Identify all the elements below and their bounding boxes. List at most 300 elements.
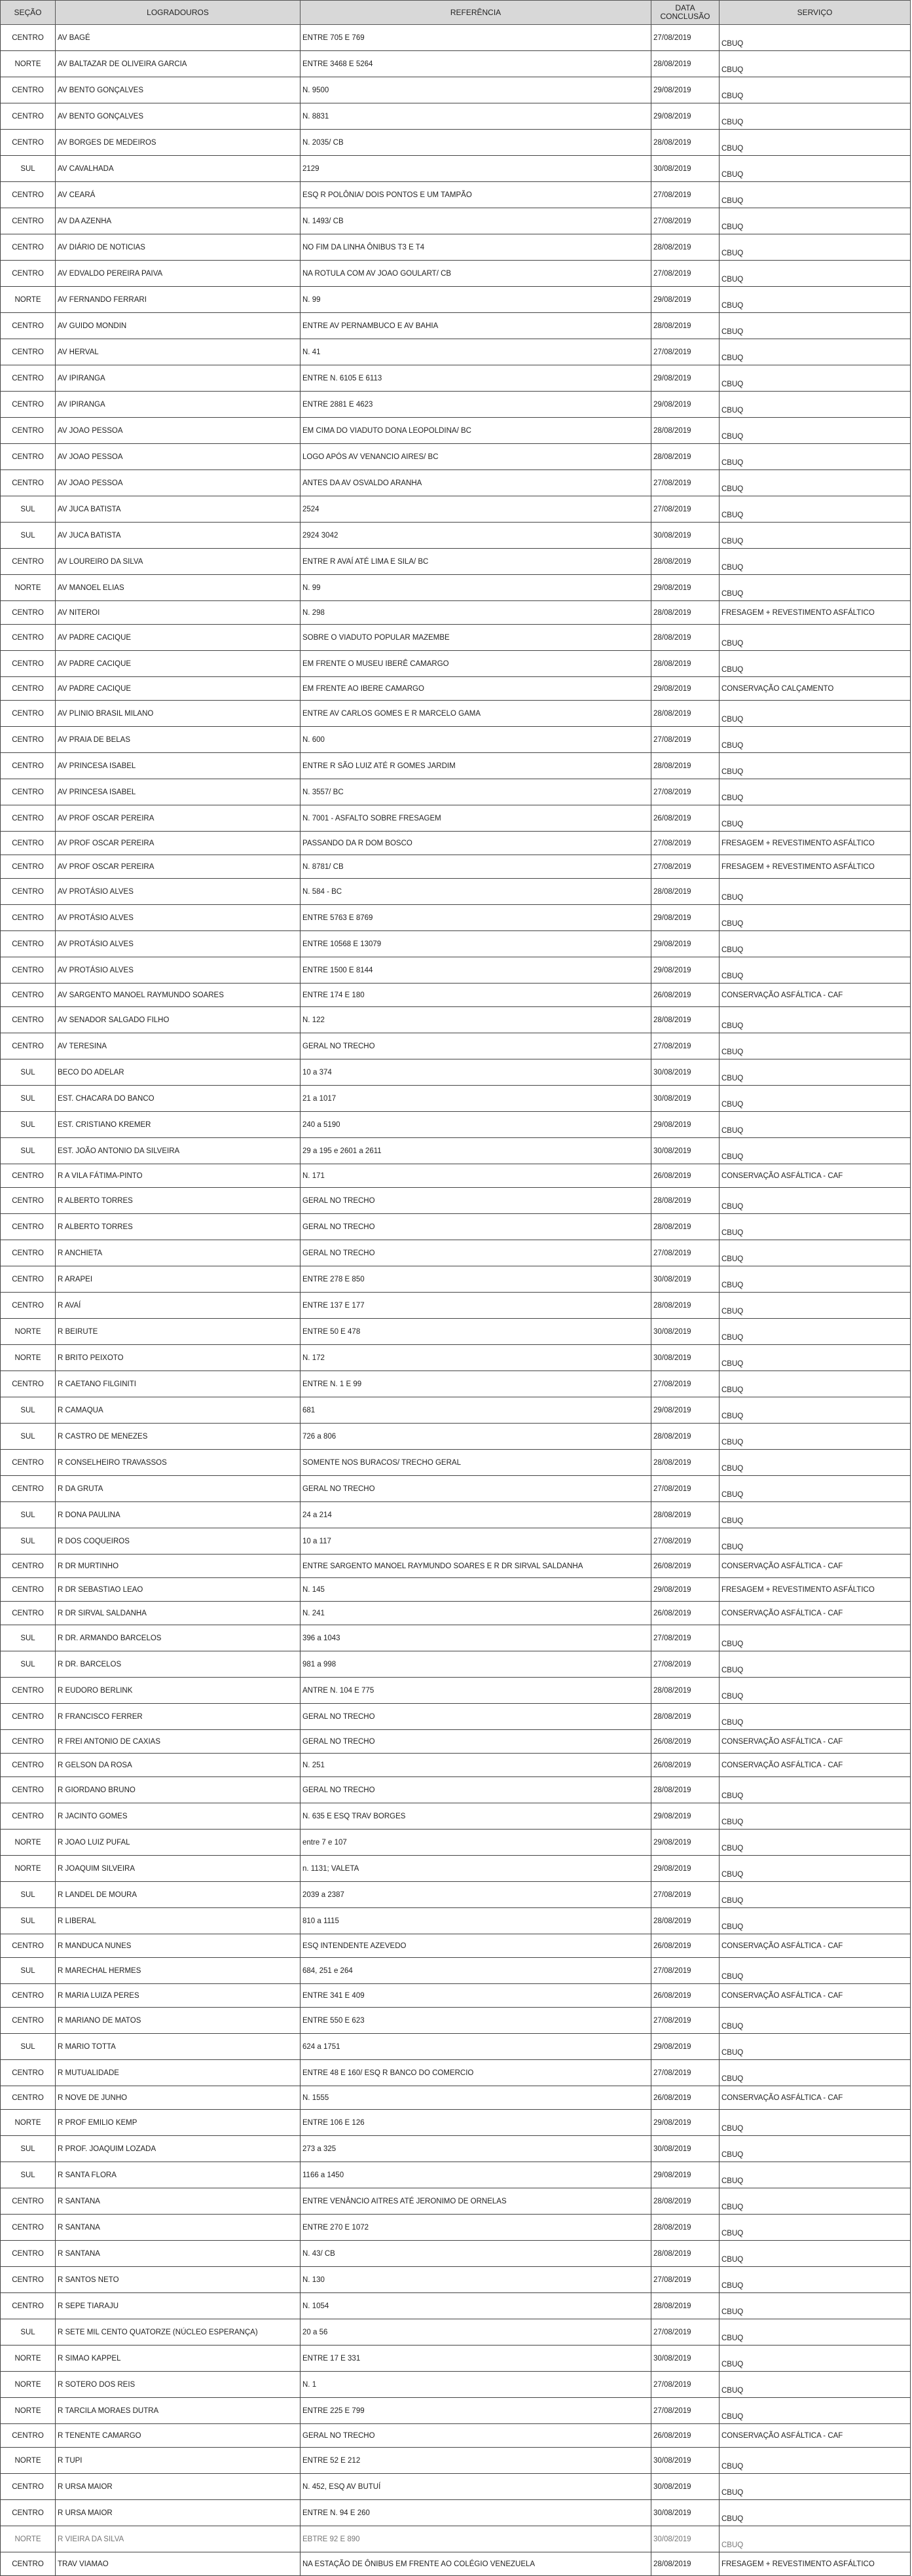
- cell-secao: CENTRO: [1, 182, 56, 208]
- cell-data-conclusao: 26/08/2019: [651, 1602, 720, 1625]
- cell-secao: CENTRO: [1, 1730, 56, 1754]
- cell-referencia: GERAL NO TRECHO: [301, 1777, 651, 1803]
- cell-secao: NORTE: [1, 575, 56, 601]
- table-row: [1, 392, 911, 418]
- cell-servico: CBUQ: [720, 1476, 911, 1502]
- cell-data-conclusao: 28/08/2019: [651, 130, 720, 156]
- cell-data-conclusao: 27/08/2019: [651, 779, 720, 805]
- cell-servico: FRESAGEM + REVESTIMENTO ASFÁLTICO: [720, 832, 911, 855]
- cell-data-conclusao: 27/08/2019: [651, 2398, 720, 2424]
- cell-servico: CBUQ: [720, 2448, 911, 2474]
- cell-data-conclusao: 29/08/2019: [651, 77, 720, 103]
- cell-data-conclusao: 28/08/2019: [651, 2552, 720, 2576]
- cell-referencia: GERAL NO TRECHO: [301, 1033, 651, 1059]
- cell-referencia: 396 a 1043: [301, 1625, 651, 1651]
- cell-data-conclusao: 28/08/2019: [651, 2241, 720, 2267]
- table-row: [1, 2526, 911, 2552]
- cell-secao: CENTRO: [1, 25, 56, 51]
- cell-logradouro: R ALBERTO TORRES: [56, 1214, 301, 1240]
- table-row: [1, 1450, 911, 1476]
- cell-data-conclusao: 30/08/2019: [651, 1266, 720, 1293]
- cell-servico: CBUQ: [720, 1625, 911, 1651]
- cell-data-conclusao: 30/08/2019: [651, 2474, 720, 2500]
- cell-secao: CENTRO: [1, 1240, 56, 1266]
- cell-secao: NORTE: [1, 2398, 56, 2424]
- cell-servico: CBUQ: [720, 575, 911, 601]
- table-row: [1, 601, 911, 625]
- cell-servico: CBUQ: [720, 103, 911, 130]
- cell-logradouro: R DR SEBASTIAO LEAO: [56, 1578, 301, 1602]
- cell-secao: CENTRO: [1, 2241, 56, 2267]
- cell-servico: CONSERVAÇÃO CALÇAMENTO: [720, 677, 911, 701]
- cell-data-conclusao: 27/08/2019: [651, 2060, 720, 2086]
- table-row: [1, 855, 911, 879]
- cell-referencia: N. 43/ CB: [301, 2241, 651, 2267]
- cell-servico: CBUQ: [720, 957, 911, 984]
- cell-referencia: 726 a 806: [301, 1424, 651, 1450]
- cell-referencia: ENTRE 50 E 478: [301, 1319, 651, 1345]
- cell-servico: CONSERVAÇÃO ASFÁLTICA - CAF: [720, 1754, 911, 1777]
- cell-referencia: ESQ R POLÔNIA/ DOIS PONTOS E UM TAMPÃO: [301, 182, 651, 208]
- cell-referencia: 10 a 374: [301, 1059, 651, 1086]
- cell-logradouro: AV PADRE CACIQUE: [56, 651, 301, 677]
- cell-servico: FRESAGEM + REVESTIMENTO ASFÁLTICO: [720, 1578, 911, 1602]
- cell-servico: CBUQ: [720, 2162, 911, 2188]
- cell-servico: CBUQ: [720, 2136, 911, 2162]
- table-row: [1, 1984, 911, 2008]
- cell-referencia: 24 a 214: [301, 1502, 651, 1528]
- cell-secao: CENTRO: [1, 1476, 56, 1502]
- cell-referencia: ANTES DA AV OSVALDO ARANHA: [301, 470, 651, 496]
- cell-data-conclusao: 27/08/2019: [651, 1651, 720, 1678]
- cell-secao: NORTE: [1, 51, 56, 77]
- cell-data-conclusao: 30/08/2019: [651, 2346, 720, 2372]
- table-row: [1, 1007, 911, 1033]
- table-row: [1, 1476, 911, 1502]
- cell-secao: CENTRO: [1, 727, 56, 753]
- cell-referencia: N. 241: [301, 1602, 651, 1625]
- cell-servico: CBUQ: [720, 2034, 911, 2060]
- cell-referencia: N. 1555: [301, 2086, 651, 2110]
- cell-servico: CBUQ: [720, 1059, 911, 1086]
- cell-secao: CENTRO: [1, 1678, 56, 1704]
- cell-logradouro: R MANDUCA NUNES: [56, 1934, 301, 1958]
- cell-referencia: 20 a 56: [301, 2319, 651, 2346]
- cell-secao: CENTRO: [1, 77, 56, 103]
- cell-referencia: ENTRE 17 E 331: [301, 2346, 651, 2372]
- cell-secao: SUL: [1, 1138, 56, 1164]
- table-row: [1, 805, 911, 832]
- cell-logradouro: AV CAVALHADA: [56, 156, 301, 182]
- cell-servico: CBUQ: [720, 779, 911, 805]
- cell-logradouro: R DOS COQUEIROS: [56, 1528, 301, 1555]
- cell-secao: CENTRO: [1, 1450, 56, 1476]
- cell-servico: CBUQ: [720, 2319, 911, 2346]
- cell-secao: CENTRO: [1, 957, 56, 984]
- cell-data-conclusao: 30/08/2019: [651, 1345, 720, 1371]
- cell-referencia: EM FRENTE AO IBERE CAMARGO: [301, 677, 651, 701]
- cell-secao: CENTRO: [1, 444, 56, 470]
- cell-referencia: ENTRE 174 E 180: [301, 984, 651, 1007]
- cell-data-conclusao: 28/08/2019: [651, 2215, 720, 2241]
- cell-referencia: N. 3557/ BC: [301, 779, 651, 805]
- cell-data-conclusao: 28/08/2019: [651, 1908, 720, 1934]
- cell-data-conclusao: 28/08/2019: [651, 1450, 720, 1476]
- cell-logradouro: R ALBERTO TORRES: [56, 1188, 301, 1214]
- cell-data-conclusao: 27/08/2019: [651, 470, 720, 496]
- cell-secao: NORTE: [1, 2448, 56, 2474]
- table-row: [1, 1958, 911, 1984]
- cell-referencia: 240 a 5190: [301, 1112, 651, 1138]
- cell-secao: NORTE: [1, 1319, 56, 1345]
- header-servico: SERVIÇO: [720, 1, 911, 25]
- table-row: [1, 575, 911, 601]
- table-row: [1, 1059, 911, 1086]
- table-row: [1, 2474, 911, 2500]
- cell-secao: NORTE: [1, 287, 56, 313]
- table-row: [1, 1371, 911, 1397]
- cell-referencia: N. 1493/ CB: [301, 208, 651, 234]
- cell-data-conclusao: 26/08/2019: [651, 2424, 720, 2448]
- cell-servico: CBUQ: [720, 2346, 911, 2372]
- cell-data-conclusao: 27/08/2019: [651, 1625, 720, 1651]
- cell-referencia: ENTRE 5763 E 8769: [301, 905, 651, 931]
- cell-secao: CENTRO: [1, 313, 56, 339]
- cell-referencia: GERAL NO TRECHO: [301, 1214, 651, 1240]
- table-row: [1, 1319, 911, 1345]
- cell-data-conclusao: 28/08/2019: [651, 625, 720, 651]
- table-row: [1, 1266, 911, 1293]
- cell-secao: SUL: [1, 1502, 56, 1528]
- table-row: [1, 1754, 911, 1777]
- cell-data-conclusao: 28/08/2019: [651, 753, 720, 779]
- cell-referencia: 681: [301, 1397, 651, 1424]
- header-row: [1, 1, 911, 25]
- cell-referencia: ENTRE 705 E 769: [301, 25, 651, 51]
- cell-referencia: GERAL NO TRECHO: [301, 1188, 651, 1214]
- table-row: [1, 1730, 911, 1754]
- cell-secao: CENTRO: [1, 2188, 56, 2215]
- cell-secao: CENTRO: [1, 1777, 56, 1803]
- cell-referencia: ENTRE VENÂNCIO AITRES ATÉ JERONIMO DE ORNELAS: [301, 2188, 651, 2215]
- table-row: [1, 2086, 911, 2110]
- cell-referencia: N. 584 - BC: [301, 879, 651, 905]
- cell-referencia: 2129: [301, 156, 651, 182]
- cell-logradouro: AV TERESINA: [56, 1033, 301, 1059]
- cell-data-conclusao: 28/08/2019: [651, 1293, 720, 1319]
- cell-secao: CENTRO: [1, 1555, 56, 1578]
- cell-servico: CBUQ: [720, 727, 911, 753]
- cell-logradouro: AV IPIRANGA: [56, 392, 301, 418]
- cell-data-conclusao: 29/08/2019: [651, 1112, 720, 1138]
- table-row: [1, 1345, 911, 1371]
- cell-servico: CBUQ: [720, 879, 911, 905]
- table-row: [1, 2424, 911, 2448]
- cell-referencia: ENTRE R SÃO LUIZ ATÉ R GOMES JARDIM: [301, 753, 651, 779]
- cell-logradouro: R SANTANA: [56, 2215, 301, 2241]
- table-row: [1, 2552, 911, 2576]
- cell-data-conclusao: 28/08/2019: [651, 2293, 720, 2319]
- cell-servico: CBUQ: [720, 549, 911, 575]
- cell-servico: CBUQ: [720, 1188, 911, 1214]
- table-row: [1, 1138, 911, 1164]
- cell-data-conclusao: 29/08/2019: [651, 365, 720, 392]
- cell-referencia: N. 600: [301, 727, 651, 753]
- cell-secao: CENTRO: [1, 392, 56, 418]
- cell-logradouro: R FREI ANTONIO DE CAXIAS: [56, 1730, 301, 1754]
- cell-referencia: 810 a 1115: [301, 1908, 651, 1934]
- cell-secao: SUL: [1, 156, 56, 182]
- cell-secao: CENTRO: [1, 418, 56, 444]
- cell-logradouro: AV CEARÁ: [56, 182, 301, 208]
- cell-referencia: N. 99: [301, 287, 651, 313]
- cell-logradouro: R MARIANO DE MATOS: [56, 2008, 301, 2034]
- cell-logradouro: R DA GRUTA: [56, 1476, 301, 1502]
- cell-servico: CBUQ: [720, 470, 911, 496]
- cell-logradouro: R MARIA LUIZA PERES: [56, 1984, 301, 2008]
- cell-servico: CBUQ: [720, 313, 911, 339]
- cell-secao: CENTRO: [1, 1293, 56, 1319]
- cell-referencia: GERAL NO TRECHO: [301, 2424, 651, 2448]
- cell-secao: CENTRO: [1, 1704, 56, 1730]
- table-row: [1, 313, 911, 339]
- cell-data-conclusao: 28/08/2019: [651, 1007, 720, 1033]
- cell-servico: CBUQ: [720, 1240, 911, 1266]
- cell-data-conclusao: 27/08/2019: [651, 496, 720, 523]
- cell-logradouro: AV PROTÁSIO ALVES: [56, 931, 301, 957]
- cell-logradouro: R CAMAQUA: [56, 1397, 301, 1424]
- cell-secao: NORTE: [1, 2526, 56, 2552]
- cell-logradouro: EST. CHACARA DO BANCO: [56, 1086, 301, 1112]
- cell-data-conclusao: 27/08/2019: [651, 1882, 720, 1908]
- cell-servico: CBUQ: [720, 1704, 911, 1730]
- cell-logradouro: AV PRAIA DE BELAS: [56, 727, 301, 753]
- cell-secao: CENTRO: [1, 905, 56, 931]
- cell-servico: CBUQ: [720, 1651, 911, 1678]
- cell-logradouro: R SANTA FLORA: [56, 2162, 301, 2188]
- cell-logradouro: AV BENTO GONÇALVES: [56, 103, 301, 130]
- cell-data-conclusao: 29/08/2019: [651, 287, 720, 313]
- cell-data-conclusao: 29/08/2019: [651, 575, 720, 601]
- cell-data-conclusao: 26/08/2019: [651, 984, 720, 1007]
- table-row: [1, 1651, 911, 1678]
- cell-servico: CBUQ: [720, 234, 911, 261]
- cell-referencia: N. 7001 - ASFALTO SOBRE FRESAGEM: [301, 805, 651, 832]
- cell-servico: CBUQ: [720, 2372, 911, 2398]
- cell-referencia: ENTRE 48 E 160/ ESQ R BANCO DO COMERCIO: [301, 2060, 651, 2086]
- cell-referencia: 273 a 325: [301, 2136, 651, 2162]
- cell-referencia: entre 7 e 107: [301, 1830, 651, 1856]
- cell-secao: SUL: [1, 1882, 56, 1908]
- cell-logradouro: AV JUCA BATISTA: [56, 523, 301, 549]
- cell-servico: CBUQ: [720, 805, 911, 832]
- cell-servico: CBUQ: [720, 1214, 911, 1240]
- cell-servico: FRESAGEM + REVESTIMENTO ASFÁLTICO: [720, 601, 911, 625]
- table-row: [1, 1293, 911, 1319]
- table-row: [1, 208, 911, 234]
- cell-logradouro: R PROF EMILIO KEMP: [56, 2110, 301, 2136]
- table-row: [1, 1112, 911, 1138]
- header-referencia: REFERÊNCIA: [301, 1, 651, 25]
- cell-servico: CBUQ: [720, 1293, 911, 1319]
- table-row: [1, 1397, 911, 1424]
- cell-referencia: GERAL NO TRECHO: [301, 1240, 651, 1266]
- cell-data-conclusao: 30/08/2019: [651, 1059, 720, 1086]
- cell-logradouro: AV PROTÁSIO ALVES: [56, 905, 301, 931]
- cell-data-conclusao: 30/08/2019: [651, 1319, 720, 1345]
- table-row: [1, 1188, 911, 1214]
- cell-servico: CBUQ: [720, 2008, 911, 2034]
- cell-secao: CENTRO: [1, 832, 56, 855]
- cell-secao: CENTRO: [1, 984, 56, 1007]
- cell-logradouro: AV PROTÁSIO ALVES: [56, 879, 301, 905]
- cell-data-conclusao: 28/08/2019: [651, 651, 720, 677]
- cell-data-conclusao: 29/08/2019: [651, 957, 720, 984]
- cell-secao: CENTRO: [1, 208, 56, 234]
- cell-logradouro: AV JOAO PESSOA: [56, 444, 301, 470]
- cell-servico: CONSERVAÇÃO ASFÁLTICA - CAF: [720, 1555, 911, 1578]
- cell-referencia: ENTRE 106 E 126: [301, 2110, 651, 2136]
- cell-data-conclusao: 28/08/2019: [651, 1214, 720, 1240]
- cell-logradouro: AV JUCA BATISTA: [56, 496, 301, 523]
- cell-data-conclusao: 29/08/2019: [651, 2034, 720, 2060]
- cell-logradouro: AV BORGES DE MEDEIROS: [56, 130, 301, 156]
- cell-referencia: ENTRE 278 E 850: [301, 1266, 651, 1293]
- table-row: [1, 287, 911, 313]
- cell-referencia: GERAL NO TRECHO: [301, 1476, 651, 1502]
- cell-data-conclusao: 28/08/2019: [651, 1424, 720, 1450]
- cell-referencia: N. 145: [301, 1578, 651, 1602]
- cell-logradouro: R SETE MIL CENTO QUATORZE (NÚCLEO ESPERANÇA): [56, 2319, 301, 2346]
- cell-logradouro: R CASTRO DE MENEZES: [56, 1424, 301, 1450]
- cell-secao: SUL: [1, 1625, 56, 1651]
- cell-data-conclusao: 30/08/2019: [651, 2526, 720, 2552]
- table-row: [1, 727, 911, 753]
- cell-data-conclusao: 28/08/2019: [651, 549, 720, 575]
- table-row: [1, 51, 911, 77]
- cell-logradouro: AV LOUREIRO DA SILVA: [56, 549, 301, 575]
- cell-servico: CBUQ: [720, 1266, 911, 1293]
- cell-secao: CENTRO: [1, 931, 56, 957]
- cell-referencia: ENTRE 52 E 212: [301, 2448, 651, 2474]
- cell-logradouro: AV JOAO PESSOA: [56, 470, 301, 496]
- cell-logradouro: R DR MURTINHO: [56, 1555, 301, 1578]
- cell-logradouro: R ANCHIETA: [56, 1240, 301, 1266]
- cell-referencia: N. 2035/ CB: [301, 130, 651, 156]
- cell-secao: CENTRO: [1, 1754, 56, 1777]
- cell-data-conclusao: 28/08/2019: [651, 2188, 720, 2215]
- cell-servico: CBUQ: [720, 2188, 911, 2215]
- table-row: [1, 651, 911, 677]
- table-row: [1, 2008, 911, 2034]
- cell-secao: CENTRO: [1, 1984, 56, 2008]
- cell-secao: CENTRO: [1, 2086, 56, 2110]
- cell-logradouro: R MUTUALIDADE: [56, 2060, 301, 2086]
- cell-data-conclusao: 30/08/2019: [651, 2448, 720, 2474]
- cell-logradouro: R MARECHAL HERMES: [56, 1958, 301, 1984]
- cell-servico: CBUQ: [720, 905, 911, 931]
- cell-servico: CBUQ: [720, 2500, 911, 2526]
- cell-referencia: N. 172: [301, 1345, 651, 1371]
- cell-referencia: N. 1: [301, 2372, 651, 2398]
- table-row: [1, 879, 911, 905]
- cell-logradouro: EST. JOÃO ANTONIO DA SILVEIRA: [56, 1138, 301, 1164]
- cell-logradouro: R TENENTE CAMARGO: [56, 2424, 301, 2448]
- table-row: [1, 103, 911, 130]
- cell-secao: CENTRO: [1, 339, 56, 365]
- cell-referencia: PASSANDO DA R DOM BOSCO: [301, 832, 651, 855]
- table-row: [1, 130, 911, 156]
- cell-secao: CENTRO: [1, 1214, 56, 1240]
- cell-secao: CENTRO: [1, 1578, 56, 1602]
- cell-data-conclusao: 30/08/2019: [651, 156, 720, 182]
- cell-logradouro: AV BALTAZAR DE OLIVEIRA GARCIA: [56, 51, 301, 77]
- cell-servico: CBUQ: [720, 1397, 911, 1424]
- cell-data-conclusao: 30/08/2019: [651, 523, 720, 549]
- cell-servico: CBUQ: [720, 182, 911, 208]
- cell-referencia: ENTRE 2881 E 4623: [301, 392, 651, 418]
- cell-secao: CENTRO: [1, 701, 56, 727]
- table-row: [1, 1033, 911, 1059]
- cell-logradouro: R ARAPEI: [56, 1266, 301, 1293]
- cell-logradouro: R SIMAO KAPPEL: [56, 2346, 301, 2372]
- table-row: [1, 365, 911, 392]
- table-row: [1, 182, 911, 208]
- cell-data-conclusao: 29/08/2019: [651, 931, 720, 957]
- cell-secao: CENTRO: [1, 1602, 56, 1625]
- cell-referencia: 29 a 195 e 2601 a 2611: [301, 1138, 651, 1164]
- cell-servico: CBUQ: [720, 1803, 911, 1830]
- cell-referencia: N. 8781/ CB: [301, 855, 651, 879]
- cell-data-conclusao: 29/08/2019: [651, 1578, 720, 1602]
- cell-logradouro: R URSA MAIOR: [56, 2474, 301, 2500]
- table-row: [1, 832, 911, 855]
- cell-logradouro: R SANTANA: [56, 2188, 301, 2215]
- table-row: [1, 753, 911, 779]
- table-row: [1, 625, 911, 651]
- cell-servico: CBUQ: [720, 339, 911, 365]
- cell-servico: CBUQ: [720, 1830, 911, 1856]
- cell-secao: CENTRO: [1, 879, 56, 905]
- cell-secao: CENTRO: [1, 677, 56, 701]
- table-row: [1, 156, 911, 182]
- cell-logradouro: R A VILA FÁTIMA-PINTO: [56, 1164, 301, 1188]
- cell-data-conclusao: 28/08/2019: [651, 879, 720, 905]
- cell-referencia: ENTRE 341 E 409: [301, 1984, 651, 2008]
- cell-logradouro: AV JOAO PESSOA: [56, 418, 301, 444]
- cell-secao: NORTE: [1, 2346, 56, 2372]
- cell-referencia: N. 130: [301, 2267, 651, 2293]
- cell-referencia: GERAL NO TRECHO: [301, 1704, 651, 1730]
- cell-referencia: N. 1054: [301, 2293, 651, 2319]
- cell-servico: CBUQ: [720, 208, 911, 234]
- table-row: [1, 1424, 911, 1450]
- cell-data-conclusao: 27/08/2019: [651, 1476, 720, 1502]
- cell-servico: CBUQ: [720, 444, 911, 470]
- cell-secao: CENTRO: [1, 2424, 56, 2448]
- cell-servico: CBUQ: [720, 1138, 911, 1164]
- cell-data-conclusao: 28/08/2019: [651, 444, 720, 470]
- cell-referencia: N. 9500: [301, 77, 651, 103]
- table-row: [1, 1164, 911, 1188]
- cell-data-conclusao: 27/08/2019: [651, 2372, 720, 2398]
- cell-servico: FRESAGEM + REVESTIMENTO ASFÁLTICO: [720, 855, 911, 879]
- cell-logradouro: AV PROTÁSIO ALVES: [56, 957, 301, 984]
- cell-logradouro: R DONA PAULINA: [56, 1502, 301, 1528]
- cell-servico: CBUQ: [720, 2474, 911, 2500]
- cell-servico: CBUQ: [720, 1371, 911, 1397]
- table-row: [1, 496, 911, 523]
